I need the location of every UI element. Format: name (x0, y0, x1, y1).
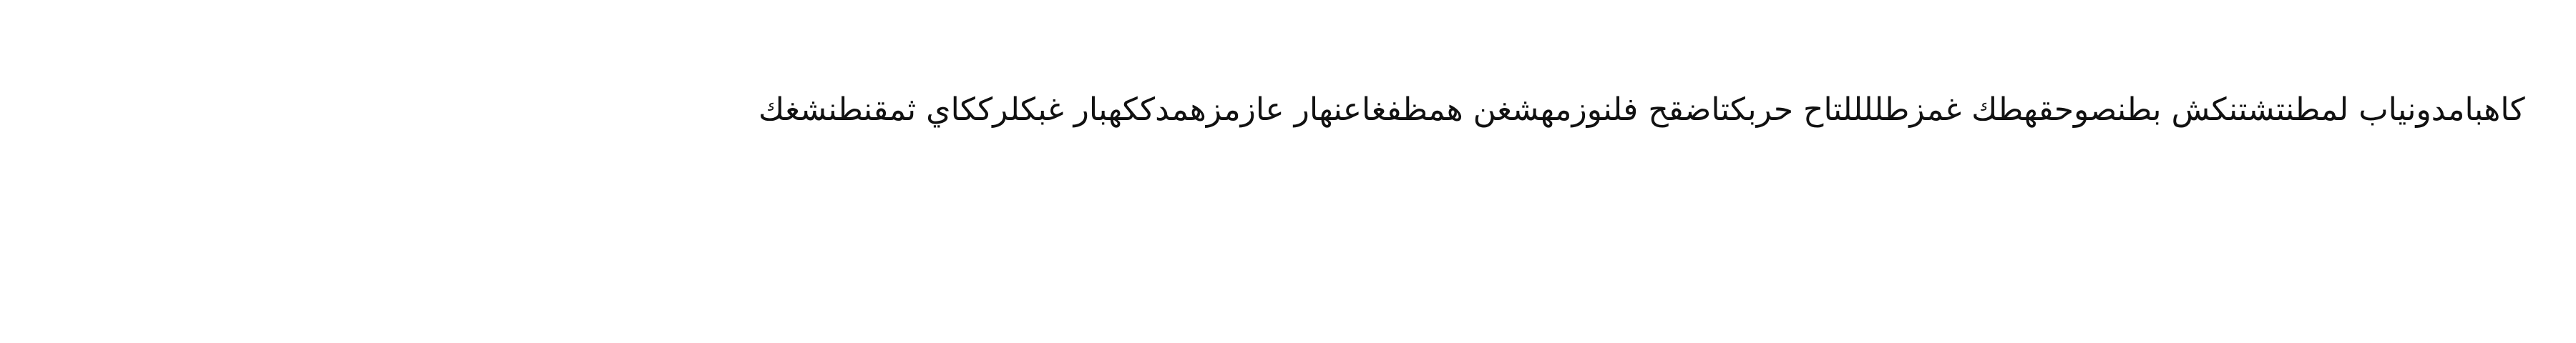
arabic-script-text-line: كاهبامدونياب لمطنتشتنكش بطنصوحقهطك غمزطللللتاح حربكتاضقح فلنوزمهشغن همظفغاعنهار عازمزهمدككهبار غبكلرككاي ثمقنطنشغك (758, 91, 2525, 128)
